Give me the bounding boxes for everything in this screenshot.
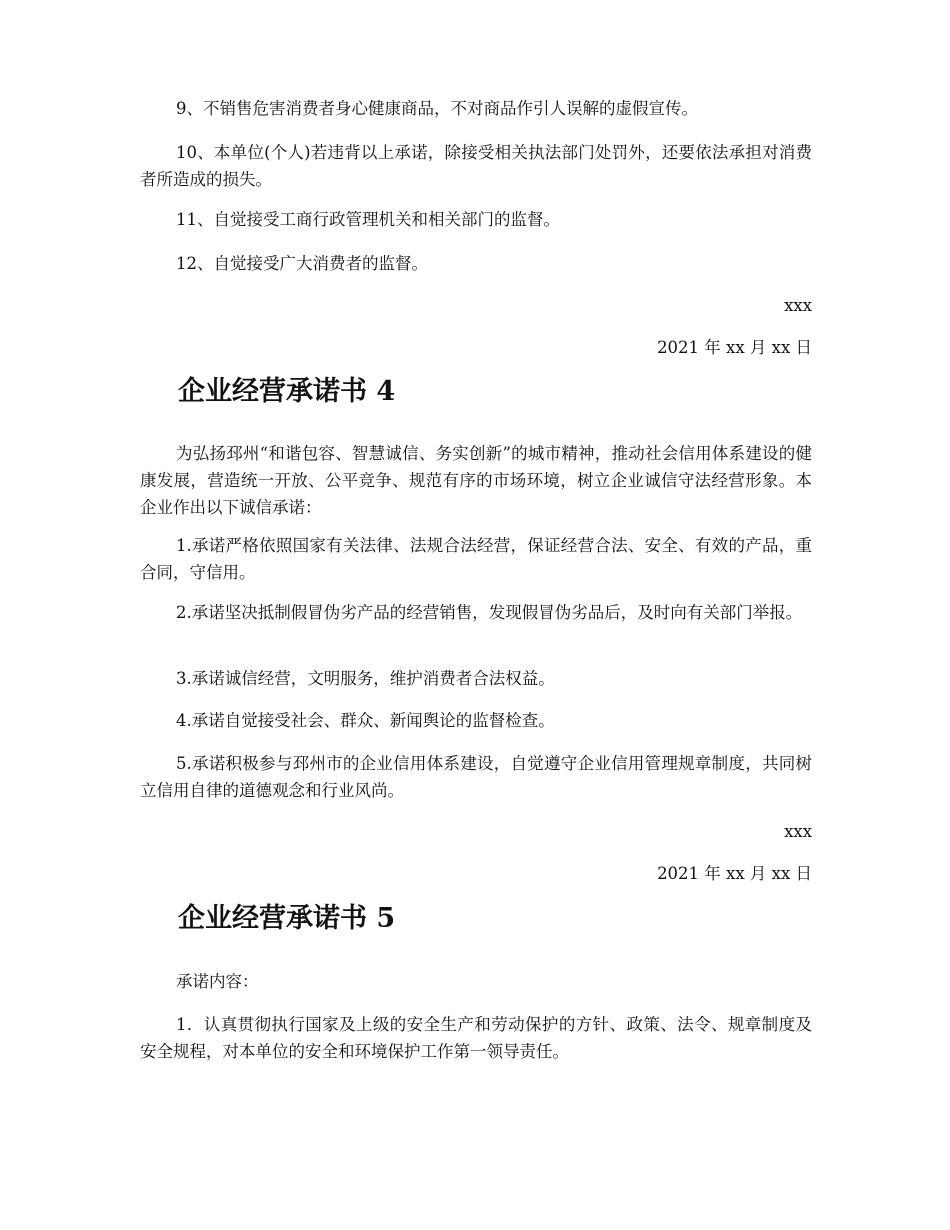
commitment-item-2: 2.承诺坚决抵制假冒伪劣产品的经营销售，发现假冒伪劣品后，及时向有关部门举报。 [176,603,803,622]
section-label: 承诺内容： [176,972,259,991]
signer: xxx [784,822,812,841]
section-heading: 企业经营承诺书 4 [178,376,396,407]
intro-paragraph: 为弘扬邳州“和谐包容、智慧诚信、务实创新”的城市精神，推动社会信用体系建设的健康发展，营造统一开放、公平竞争、规范有序的市场环境，树立企业诚信守法经营形象。本企业作出以下诚信承诺： [140,444,812,517]
section-heading: 企业经营承诺书 5 [178,903,396,934]
commitment-item-9: 9、不销售危害消费者身心健康商品，不对商品作引人误解的虚假宣传。 [176,99,698,118]
commitment-item-1: 1.承诺严格依照国家有关法律、法规合法经营，保证经营合法、安全、有效的产品，重合同，守信用。 [140,536,812,582]
commitment-item-1: 1．认真贯彻执行国家及上级的安全生产和劳动保护的方针、政策、法令、规章制度及安全规程，对本单位的安全和环境保护工作第一领导责任。 [140,1015,812,1061]
signer: xxx [784,296,812,315]
signature-date: 2021 年 xx 月 xx 日 [657,338,812,357]
commitment-item-10: 10、本单位(个人)若违背以上承诺，除接受相关执法部门处罚外，还要依法承担对消费者所造成的损失。 [140,143,812,189]
commitment-item-3: 3.承诺诚信经营，文明服务，维护消费者合法权益。 [176,669,555,688]
commitment-item-11: 11、自觉接受工商行政管理机关和相关部门的监督。 [176,210,560,229]
signature-date: 2021 年 xx 月 xx 日 [657,864,812,883]
commitment-item-5: 5.承诺积极参与邳州市的企业信用体系建设，自觉遵守企业信用管理规章制度，共同树立信用自律的道德观念和行业风尚。 [140,754,812,800]
commitment-item-4: 4.承诺自觉接受社会、群众、新闻舆论的监督检查。 [176,711,555,730]
commitment-item-12: 12、自觉接受广大消费者的监督。 [176,254,428,273]
